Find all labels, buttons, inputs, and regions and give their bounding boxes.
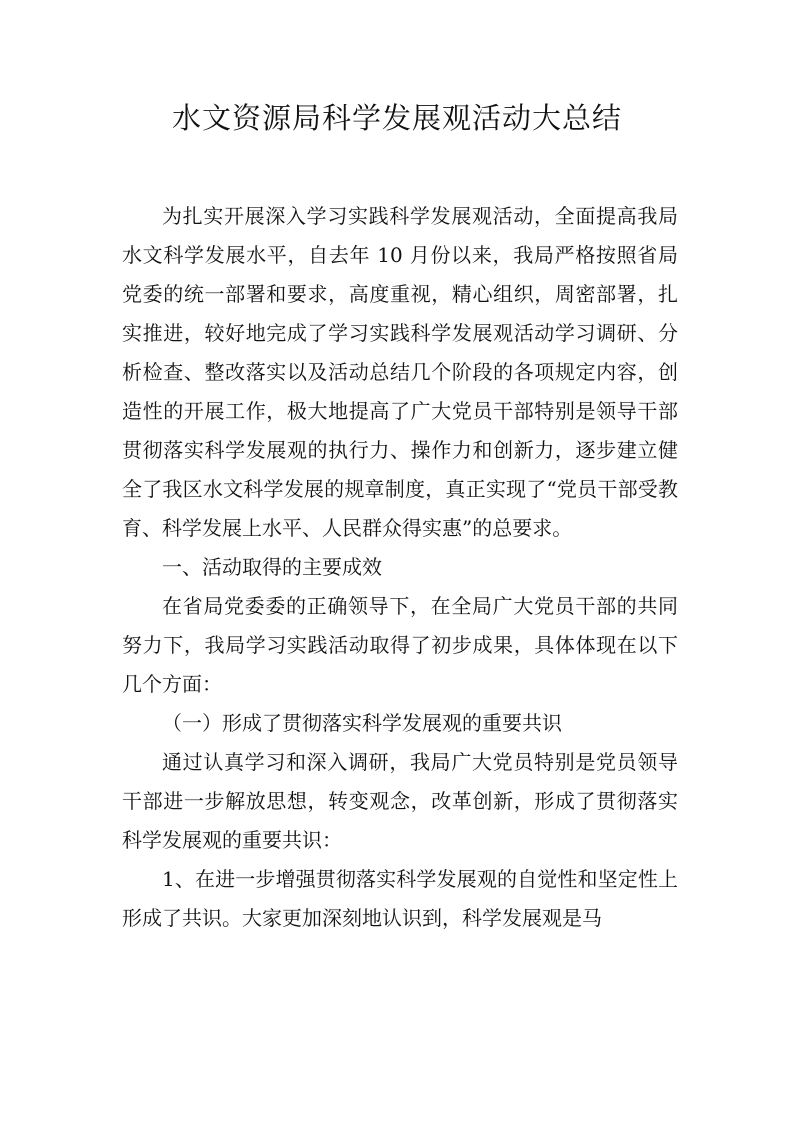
document-body xyxy=(122,197,678,938)
subsection-heading-consensus: （一）形成了贯彻落实科学发展观的重要共识 xyxy=(162,711,562,735)
section-heading-achievements: 一、活动取得的主要成效 xyxy=(162,555,382,579)
paragraph-consensus: 通过认真学习和深入调研，我局广大党员特别是党员领导干部进一步解放思想，转变观念，改革创新，形成了贯彻落实科学发展观的重要共识： xyxy=(122,750,678,852)
paragraph-point-1: 1、在进一步增强贯彻落实科学发展观的自觉性和坚定性上形成了共识。大家更加深刻地认识到，科学发展观是马 xyxy=(122,867,678,930)
document-title: 水文资源局科学发展观活动大总结 xyxy=(171,101,622,135)
paragraph-intro: 为扎实开展深入学习实践科学发展观活动，全面提高我局水文科学发展水平，自去年 10 月份以来，我局严格按照省局党委的统一部署和要求，高度重视，精心组织，周密部署，扎实推进，较好地完成了学习实践科学发展观活动学习调研、分析检查、整改落实以及活动总结几个阶段的各项规定内容，创造性的开展工作，极大地提高了广大党员干部特别是领导干部贯彻落实科学发展观的执行力、操作力和创新力，逐步建立健全了我区水文科学发展的规章制度，真正实现了“党员干部受教育、科学发展上水平、人民群众得实惠”的总要求。 xyxy=(122,204,678,540)
paragraph-achievements: 在省局党委委的正确领导下，在全局广大党员干部的共同努力下，我局学习实践活动取得了初步成果，具体体现在以下几个方面： xyxy=(122,594,678,696)
